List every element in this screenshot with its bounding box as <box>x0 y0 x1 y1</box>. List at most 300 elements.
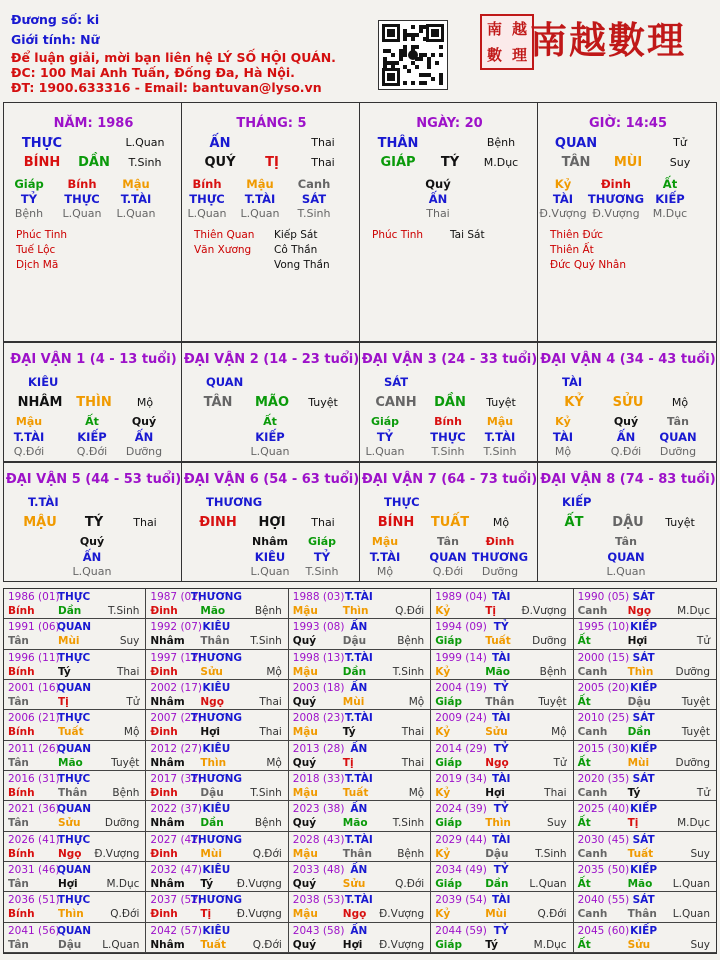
hidden-stem-cell: ẤN <box>82 550 102 564</box>
year-ten-god: KIẾP <box>630 924 658 937</box>
year-cell <box>574 619 716 649</box>
hidden-stem-cell: QUAN <box>659 430 697 444</box>
year-cell <box>574 741 716 771</box>
year-ten-god: THỰC <box>57 833 91 846</box>
year-branch: Tuất <box>200 938 226 951</box>
hidden-stem-cell: Mậu <box>371 535 399 548</box>
year-stem: Ất <box>577 696 591 708</box>
year-life-stage: M.Dục <box>677 605 710 617</box>
year-life-stage: Suy <box>119 635 140 648</box>
year-cell <box>431 923 573 953</box>
year-stem: Bính <box>8 665 35 678</box>
year-cell <box>4 771 146 801</box>
year-stem: Kỷ <box>435 726 451 739</box>
year-stem: Giáp <box>435 938 463 951</box>
pillar-stem: BÍNH <box>23 155 61 170</box>
hidden-stem-cell: Dưỡng <box>125 445 163 458</box>
hidden-stem-cell: TỶ <box>376 430 394 444</box>
year-branch: Tý <box>485 938 498 951</box>
hidden-stem-cell: ẤN <box>428 192 448 206</box>
dai-van-stem: MẬU <box>23 515 57 530</box>
pillar-stem: TÂN <box>561 155 591 170</box>
year-ten-god: SÁT <box>632 651 655 664</box>
hidden-stem-cell: TÀI <box>552 192 574 206</box>
year-stem: Ất <box>577 756 591 769</box>
year-branch: Tị <box>342 756 354 769</box>
dai-van-title: ĐẠI VẬN 5 (44 - 53 tuổi) <box>5 472 182 487</box>
hidden-stem-cell: Tân <box>615 535 637 548</box>
year-cell <box>574 923 716 953</box>
dai-van-title: ĐẠI VẬN 3 (24 - 33 tuổi) <box>361 352 538 367</box>
year-stem: Quý <box>292 696 317 708</box>
year-life-stage: L.Quan <box>672 878 710 890</box>
hidden-stem-cell: SÁT <box>301 192 327 206</box>
year-cell <box>574 862 716 892</box>
year-ten-god: THƯƠNG <box>190 651 243 664</box>
year-stem: Giáp <box>435 817 463 830</box>
star-item: Thiên Đức <box>550 229 604 241</box>
year-branch: Dần <box>342 665 367 678</box>
dai-van-3 <box>359 342 538 462</box>
year-life-stage: Đ.Vượng <box>94 847 140 860</box>
hidden-stem-cell: TỶ <box>20 192 38 206</box>
year-ten-god: T.TÀI <box>344 712 373 725</box>
dai-van-stem: TÂN <box>203 395 233 410</box>
year-life-stage: Q.Đới <box>395 878 425 890</box>
year-branch: Ngọ <box>58 847 82 860</box>
year-stem: Canh <box>577 665 608 678</box>
contact-line-3: ĐT: 1900.633316 - Email: bantuvan@lyso.vn <box>11 80 322 95</box>
hidden-stem-cell: Tân <box>437 535 459 548</box>
year-label: 2032 (47) <box>150 864 203 876</box>
year-stem: Nhâm <box>150 938 185 951</box>
year-stem: Đinh <box>150 726 178 739</box>
year-life-stage: Bệnh <box>254 605 282 617</box>
pillar-title: THÁNG: 5 <box>236 116 307 131</box>
year-life-stage: T.Sinh <box>250 635 282 648</box>
dai-van-branch: DẦN <box>434 395 466 410</box>
year-life-stage: Q.Đới <box>395 605 425 617</box>
dai-van-branch: DẬU <box>612 515 644 530</box>
year-life-stage: Đ.Vượng <box>379 938 425 951</box>
hidden-stem-cell: Mậu <box>246 177 274 191</box>
year-ten-god: ẤN <box>350 924 368 937</box>
year-cell <box>431 892 573 922</box>
year-stem: Mậu <box>292 665 318 678</box>
year-branch: Dậu <box>627 696 651 708</box>
year-stem: Bính <box>8 908 35 921</box>
year-cell <box>574 650 716 680</box>
year-branch: Hợi <box>200 726 220 739</box>
hidden-stem-cell: Mộ <box>376 565 394 578</box>
hidden-stem-cell: Quý <box>79 535 105 548</box>
hidden-stem-cell: T.Sinh <box>297 207 331 220</box>
hidden-stem-cell: T.TÀI <box>369 550 401 564</box>
year-life-stage: Bệnh <box>254 817 282 830</box>
hidden-stem-cell: T.TÀI <box>244 192 276 206</box>
year-grid <box>3 588 717 954</box>
hidden-stem-cell: Dưỡng <box>481 565 519 578</box>
year-stem: Nhâm <box>150 878 185 890</box>
hidden-stem-cell: L.Quan <box>240 207 280 220</box>
hidden-stem-cell: THƯƠNG <box>471 550 529 564</box>
hidden-stem-cell: TÀI <box>552 430 574 444</box>
year-branch: Tý <box>627 787 641 799</box>
year-label: 2029 (44) <box>435 833 487 846</box>
year-label: 2011 (26) <box>8 742 60 755</box>
year-branch: Tuất <box>58 726 84 739</box>
year-branch: Tuất <box>342 787 369 799</box>
year-branch: Hợi <box>627 635 648 648</box>
year-ten-god: TỶ <box>493 803 509 816</box>
star-item: Thiên Ất <box>550 244 594 256</box>
duong-so: Đương số: ki <box>11 12 100 27</box>
pillar-title: NĂM: 1986 <box>53 116 134 131</box>
year-life-stage: Dưỡng <box>675 756 710 769</box>
year-label: 2001 (16) <box>8 682 60 694</box>
year-branch: Dậu <box>485 847 509 860</box>
year-cell <box>146 680 288 710</box>
year-stem: Nhâm <box>150 756 185 769</box>
year-label: 2024 (39) <box>435 803 487 816</box>
year-label: 2003 (18) <box>292 682 345 694</box>
dai-van-6 <box>181 462 360 582</box>
year-ten-god: THỰC <box>57 591 91 603</box>
year-branch: Mùi <box>200 847 222 860</box>
hidden-stem-cell: M.Dục <box>652 207 688 220</box>
year-ten-god: QUAN <box>56 864 92 876</box>
year-stem: Bính <box>8 605 35 617</box>
hidden-stem-cell: L.Quan <box>250 445 290 458</box>
year-cell <box>574 680 716 710</box>
year-cell <box>431 801 573 831</box>
year-cell <box>146 801 288 831</box>
year-stem: Mậu <box>292 605 318 617</box>
dai-van-branch: SỬU <box>612 395 644 410</box>
hidden-stem-cell: ẤN <box>134 430 154 444</box>
year-ten-god: SÁT <box>632 894 655 907</box>
year-label: 2044 (59) <box>435 924 487 937</box>
dai-van-stem: KỶ <box>564 395 584 410</box>
hidden-stem-cell: Q.Đới <box>13 445 45 458</box>
year-cell <box>431 650 573 680</box>
year-label: 2038 (53) <box>292 894 345 907</box>
hidden-stem-cell: Mộ <box>554 445 572 458</box>
hidden-stem-cell: Q.Đới <box>610 445 642 458</box>
year-life-stage: Tuyệt <box>538 696 567 708</box>
year-ten-god: TÀI <box>491 894 511 907</box>
year-life-stage: Thai <box>259 696 282 708</box>
year-cell <box>289 710 431 740</box>
year-ten-god: KIÊU <box>202 621 231 634</box>
pillar-branch: TỊ <box>265 155 279 170</box>
year-branch: Ngọ <box>200 696 224 708</box>
pillar-ten-god: THỰC <box>21 136 63 151</box>
year-cell <box>4 589 146 619</box>
year-branch: Dần <box>200 817 224 830</box>
year-stem: Mậu <box>292 908 318 921</box>
dai-van-life-stage: Thai <box>311 516 335 529</box>
year-life-stage: Mộ <box>266 665 282 678</box>
year-cell <box>4 619 146 649</box>
year-ten-god: THỰC <box>57 773 91 785</box>
hidden-stem-cell: L.Quan <box>116 207 156 220</box>
dai-van-7 <box>359 462 538 582</box>
year-stem: Đinh <box>150 665 178 678</box>
year-branch: Hợi <box>342 938 363 951</box>
year-life-stage: Suy <box>690 938 710 951</box>
year-label: 2008 (23) <box>292 712 345 725</box>
hidden-stem-cell: Bệnh <box>14 207 44 220</box>
year-life-stage: Tuyệt <box>111 756 140 769</box>
hidden-stem-cell: T.TÀI <box>13 430 45 444</box>
year-life-stage: Tuyệt <box>681 726 710 739</box>
year-stem: Canh <box>577 908 608 921</box>
year-ten-god: KIÊU <box>202 742 231 755</box>
hidden-stem-cell: Giáp <box>370 415 400 428</box>
year-life-stage: Suy <box>547 817 567 830</box>
year-label: 2017 (32) <box>150 773 203 785</box>
year-branch: Thìn <box>58 908 84 921</box>
year-cell <box>431 862 573 892</box>
year-life-stage: L.Quan <box>672 908 710 921</box>
year-cell <box>146 892 288 922</box>
hidden-stem-cell: Đ.Vượng <box>592 207 640 220</box>
year-label: 2035 (50) <box>577 864 630 876</box>
year-cell <box>574 892 716 922</box>
year-ten-god: THƯƠNG <box>190 773 243 785</box>
year-branch: Thân <box>485 696 515 708</box>
pillar-side-stage: Tử <box>673 136 687 149</box>
year-ten-god: KIÊU <box>202 803 231 816</box>
year-ten-god: T.TÀI <box>344 651 373 664</box>
year-stem: Giáp <box>435 635 463 648</box>
hidden-stem-cell: L.Quan <box>365 445 405 458</box>
year-ten-god: TỶ <box>493 924 509 937</box>
hidden-stem-cell: Quý <box>613 415 639 428</box>
hidden-stem-cell: L.Quan <box>187 207 227 220</box>
year-cell <box>4 710 146 740</box>
year-label: 2025 (40) <box>577 803 630 816</box>
year-branch: Ngọ <box>627 605 652 617</box>
dai-van-8 <box>537 462 717 582</box>
year-stem: Nhâm <box>150 817 185 830</box>
qr-code-icon <box>378 20 448 90</box>
year-cell <box>289 619 431 649</box>
dai-van-5 <box>3 462 182 582</box>
dai-van-title: ĐẠI VẬN 1 (4 - 13 tuổi) <box>10 352 177 367</box>
hidden-stem-cell: TỶ <box>313 550 331 564</box>
dai-van-branch: TÝ <box>84 515 104 530</box>
hidden-stem-cell: T.Sinh <box>483 445 517 458</box>
year-cell <box>431 619 573 649</box>
contact-line-1: Để luận giải, mời bạn liên hệ LÝ SỐ HỘI QUÁN. <box>11 50 336 65</box>
hidden-stem-cell: KIẾP <box>655 192 685 206</box>
year-branch: Thìn <box>485 817 511 830</box>
hidden-stem-cell: L.Quan <box>606 565 646 578</box>
year-label: 1995 (10) <box>577 621 630 634</box>
year-ten-god: SÁT <box>632 833 655 846</box>
year-ten-god: QUAN <box>56 803 92 816</box>
year-cell <box>146 771 288 801</box>
hidden-stem-cell: KIẾP <box>77 430 107 444</box>
year-stem: Mậu <box>292 726 318 739</box>
year-life-stage: Tử <box>126 696 140 708</box>
year-label: 2028 (43) <box>292 833 345 846</box>
year-life-stage: Tuyệt <box>681 696 710 708</box>
year-ten-god: THỰC <box>57 712 91 725</box>
year-branch: Mão <box>200 605 226 617</box>
pillar-ten-god: QUAN <box>554 136 598 151</box>
year-label: 2031 (46) <box>8 864 60 876</box>
year-ten-god: SÁT <box>632 773 655 785</box>
year-life-stage: T.Sinh <box>250 787 282 799</box>
year-stem: Ất <box>577 938 591 951</box>
year-ten-god: ẤN <box>350 682 368 694</box>
year-branch: Ngọ <box>485 756 509 769</box>
year-branch: Dần <box>485 878 509 890</box>
year-cell <box>431 741 573 771</box>
year-label: 2009 (24) <box>435 712 487 725</box>
year-cell <box>574 589 716 619</box>
year-stem: Quý <box>292 635 317 648</box>
year-stem: Quý <box>292 878 317 890</box>
year-label: 2019 (34) <box>435 773 487 785</box>
year-label: 2010 (25) <box>577 712 630 725</box>
dai-van-branch: THÌN <box>76 395 112 410</box>
pillar-life-stage: T.Sinh <box>128 156 162 169</box>
year-label: 2012 (27) <box>150 742 203 755</box>
pillar-life-stage: M.Dục <box>483 156 519 169</box>
year-life-stage: L.Quan <box>102 938 140 951</box>
year-label: 1989 (04) <box>435 591 487 603</box>
pillar-branch: MÙI <box>613 155 643 170</box>
year-cell <box>574 710 716 740</box>
year-cell <box>4 862 146 892</box>
year-life-stage: Mộ <box>266 756 282 769</box>
year-label: 1987 (02) <box>150 591 203 603</box>
hidden-stem-cell: Mậu <box>15 415 43 428</box>
year-life-stage: Dưỡng <box>532 635 567 648</box>
year-branch: Thân <box>58 787 88 799</box>
year-cell <box>4 832 146 862</box>
year-life-stage: Mộ <box>123 726 140 739</box>
year-stem: Quý <box>292 817 317 830</box>
year-label: 2000 (15) <box>577 651 630 664</box>
year-label: 2006 (21) <box>8 712 60 725</box>
hidden-stem-cell: L.Quan <box>72 565 112 578</box>
year-label: 2045 (60) <box>577 924 630 937</box>
hidden-stem-cell: Thai <box>426 207 450 220</box>
pillar-branch: TÝ <box>440 155 460 170</box>
year-ten-god: THƯƠNG <box>190 712 243 725</box>
hidden-stem-cell: Ất <box>662 177 678 191</box>
pillar-4 <box>537 102 717 342</box>
year-branch: Tuất <box>485 635 511 648</box>
year-branch: Mùi <box>58 635 80 648</box>
pillar-2 <box>181 102 360 342</box>
year-cell <box>4 680 146 710</box>
logo-calligraphy: 南越數理 <box>530 18 686 62</box>
year-label: 1997 (12) <box>150 651 203 664</box>
year-ten-god: TÀI <box>491 712 511 725</box>
year-label: 1999 (14) <box>435 651 487 664</box>
hidden-stem-cell: KIẾP <box>255 430 285 444</box>
year-cell <box>289 862 431 892</box>
hidden-stem-cell: Ất <box>85 415 99 428</box>
year-cell <box>431 680 573 710</box>
hidden-stem-cell: Bính <box>67 177 97 191</box>
dai-van-title: ĐẠI VẬN 2 (14 - 23 tuổi) <box>183 352 360 367</box>
hidden-stem-cell: Quý <box>425 177 451 191</box>
year-cell <box>574 832 716 862</box>
hidden-stem-cell: T.Sinh <box>305 565 339 578</box>
year-branch: Sửu <box>342 878 366 890</box>
year-life-stage: Thai <box>401 756 425 769</box>
hidden-stem-cell: Tân <box>667 415 689 428</box>
year-label: 2002 (17) <box>150 682 203 694</box>
year-branch: Sửu <box>200 665 223 678</box>
pillar-side-stage: L.Quan <box>125 136 165 149</box>
dai-van-ten-god: THỰC <box>384 495 420 509</box>
pillar-branch: DẦN <box>78 155 110 170</box>
hidden-stem-cell: THỰC <box>189 192 225 206</box>
hidden-stem-cell: Mậu <box>122 177 150 191</box>
year-branch: Dậu <box>200 787 224 799</box>
year-life-stage: M.Dục <box>533 938 567 951</box>
hidden-stem-cell: Đinh <box>485 535 515 548</box>
year-life-stage: T.Sinh <box>392 665 425 678</box>
dai-van-branch: HỢI <box>258 515 286 530</box>
hidden-stem-cell: QUAN <box>607 550 645 564</box>
year-stem: Mậu <box>292 847 318 860</box>
year-cell <box>289 832 431 862</box>
year-branch: Dậu <box>342 635 367 648</box>
year-stem: Kỷ <box>435 908 451 921</box>
pillar-ten-god: ẤN <box>209 136 231 151</box>
year-label: 2005 (20) <box>577 682 630 694</box>
dai-van-branch: TUẤT <box>430 515 470 530</box>
pillar-side-stage: Bệnh <box>486 136 516 149</box>
dai-van-life-stage: Mộ <box>671 396 689 409</box>
star-item: Cô Thần <box>274 244 318 256</box>
star-item: Đức Quý Nhân <box>550 259 626 271</box>
year-stem: Tân <box>8 938 29 951</box>
year-life-stage: Q.Đới <box>252 938 282 951</box>
dai-van-stem: CANH <box>375 395 417 410</box>
hidden-stem-cell: QUAN <box>429 550 467 564</box>
dai-van-ten-god: KIÊU <box>28 375 59 389</box>
pillar-stem: GIÁP <box>380 155 416 170</box>
year-ten-god: THƯƠNG <box>190 833 243 846</box>
year-branch: Ngọ <box>342 908 367 921</box>
dai-van-life-stage: Tuyệt <box>486 396 516 409</box>
year-branch: Thìn <box>627 665 654 678</box>
dai-van-stem: ẤT <box>564 515 584 530</box>
year-life-stage: T.Sinh <box>107 605 140 617</box>
year-stem: Bính <box>8 847 35 860</box>
year-cell <box>146 862 288 892</box>
hidden-stem-cell: T.Sinh <box>431 445 465 458</box>
year-life-stage: Thai <box>544 787 567 799</box>
star-item: Tuế Lộc <box>16 244 56 256</box>
star-item: Vong Thần <box>274 259 330 271</box>
pillar-stem: QUÝ <box>204 155 236 170</box>
year-stem: Canh <box>577 847 608 860</box>
year-life-stage: Đ.Vượng <box>236 908 282 921</box>
year-life-stage: Mộ <box>408 696 425 708</box>
year-cell <box>4 741 146 771</box>
